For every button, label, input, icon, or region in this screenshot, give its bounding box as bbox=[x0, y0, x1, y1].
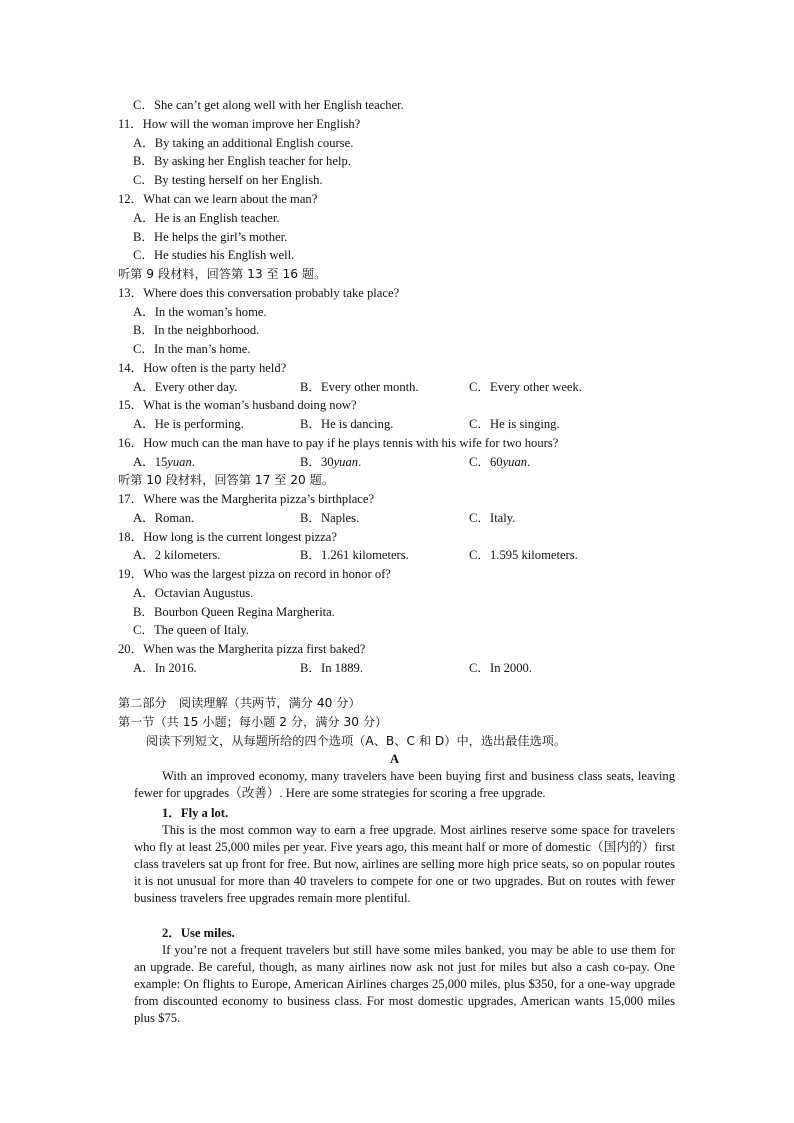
q17-option-a: A．Roman. bbox=[133, 511, 195, 525]
q11-question: 11．How will the woman improve her English? bbox=[118, 117, 361, 131]
q13-option-a: A．In the woman’s home. bbox=[133, 305, 267, 319]
q16-option-c-end: . bbox=[527, 455, 531, 469]
tip-2-title: 2．Use miles. bbox=[162, 926, 235, 940]
q16-option-c bbox=[469, 454, 530, 470]
reading-instruction: 阅读下列短文，从每题所给的四个选项（A、B、C 和 D）中，选出最佳选项。 bbox=[146, 734, 567, 748]
q19-option-c: C．The queen of Italy. bbox=[133, 623, 249, 637]
q16-option-a-unit: yuan bbox=[167, 455, 192, 469]
q12-option-b: B．He helps the girl’s mother. bbox=[133, 230, 288, 244]
q19-option-b: B．Bourbon Queen Regina Margherita. bbox=[133, 605, 335, 619]
section-9-heading: 听第 9 段材料，回答第 13 至 16 题。 bbox=[118, 267, 327, 281]
q19-option-a: A．Octavian Augustus. bbox=[133, 586, 254, 600]
q18-option-b: B．1.261 kilometers. bbox=[300, 548, 409, 562]
q16-option-c-amount: C．60 bbox=[469, 455, 503, 469]
q13-option-b: B．In the neighborhood. bbox=[133, 323, 260, 337]
q20-option-a: A．In 2016. bbox=[133, 661, 197, 675]
q11-option-b: B．By asking her English teacher for help. bbox=[133, 154, 351, 168]
q15-option-b: B．He is dancing. bbox=[300, 417, 394, 431]
q14-option-a: A．Every other day. bbox=[133, 380, 238, 394]
q17-option-b: B．Naples. bbox=[300, 511, 360, 525]
q16-option-c-unit: yuan bbox=[502, 455, 528, 469]
q15-option-a: A．He is performing. bbox=[133, 417, 244, 431]
q16-option-b-amount: B．30 bbox=[300, 455, 334, 469]
q10-option-c: C．She can’t get along well with her English teacher. bbox=[133, 98, 404, 112]
q16-option-a-end: . bbox=[191, 455, 195, 469]
q15-option-c: C．He is singing. bbox=[469, 417, 560, 431]
tip-1-body: This is the most common way to earn a free upgrade. Most airlines reserve some space for travelers who fly at least 25,000 miles per year. Five years ago, this meant half or more of domestic（国内的）first class travelers sat up front for free. But now, airlines are selling more high price seats, so on popular routes it is not unusual for more than 40 travelers to compete for one or two upgrades. But on routes with fewer business travelers free upgrades remain more plentiful. bbox=[134, 823, 675, 905]
q17-option-c: C．Italy. bbox=[469, 511, 516, 525]
section-1-title: 第一节（共 15 小题；每小题 2 分，满分 30 分） bbox=[118, 715, 388, 729]
q15-question: 15．What is the woman’s husband doing now? bbox=[118, 398, 357, 412]
q13-option-c: C．In the man’s home. bbox=[133, 342, 251, 356]
part-2-title: 第二部分 阅读理解（共两节，满分 40 分） bbox=[118, 696, 361, 710]
q14-option-b: B．Every other month. bbox=[300, 380, 419, 394]
q11-option-c: C．By testing herself on her English. bbox=[133, 173, 323, 187]
q20-option-c: C．In 2000. bbox=[469, 661, 532, 675]
q16-option-b-unit: yuan bbox=[333, 455, 359, 469]
q16-option-a-amount: A．15 bbox=[133, 455, 168, 469]
q12-option-c: C．He studies his English well. bbox=[133, 248, 295, 262]
tip-2-body: If you’re not a frequent travelers but still have some miles banked, you may be able to use them for an upgrade. Be careful, though, as many airlines now ask not just for miles but also a cash co-pay. One example: On flights to Europe, American Airlines charges 25,000 miles, plus $350, for a one-way upgrade from discounted economy to business class. For most domestic upgrades, American wants 15,000 miles plus $75. bbox=[134, 943, 675, 1025]
q18-option-c: C．1.595 kilometers. bbox=[469, 548, 578, 562]
passage-intro: With an improved economy, many travelers have been buying first and business class seats, leaving fewer for upgrades（改善）. Here are some strategies for scoring a free upgrade. bbox=[134, 769, 675, 800]
q14-option-c: C．Every other week. bbox=[469, 380, 582, 394]
q14-question: 14．How often is the party held? bbox=[118, 361, 287, 375]
q16-option-b bbox=[300, 454, 361, 470]
q19-question: 19．Who was the largest pizza on record in honor of? bbox=[118, 567, 391, 581]
q20-question: 20．When was the Margherita pizza first baked? bbox=[118, 642, 366, 656]
passage-letter: A bbox=[390, 752, 400, 766]
q20-option-b: B．In 1889. bbox=[300, 661, 363, 675]
q16-question: 16．How much can the man have to pay if he plays tennis with his wife for two hours? bbox=[118, 436, 559, 450]
q18-option-a: A．2 kilometers. bbox=[133, 548, 221, 562]
q13-question: 13．Where does this conversation probably take place? bbox=[118, 286, 400, 300]
q18-question: 18．How long is the current longest pizza? bbox=[118, 530, 337, 544]
q11-option-a: A．By taking an additional English course. bbox=[133, 136, 354, 150]
tip-1-title: 1．Fly a lot. bbox=[162, 806, 229, 820]
q16-option-a bbox=[133, 454, 195, 470]
section-10-heading: 听第 10 段材料，回答第 17 至 20 题。 bbox=[118, 473, 335, 487]
q12-question: 12．What can we learn about the man? bbox=[118, 192, 318, 206]
q12-option-a: A．He is an English teacher. bbox=[133, 211, 280, 225]
q17-question: 17．Where was the Margherita pizza’s birthplace? bbox=[118, 492, 375, 506]
q16-option-b-end: . bbox=[358, 455, 362, 469]
